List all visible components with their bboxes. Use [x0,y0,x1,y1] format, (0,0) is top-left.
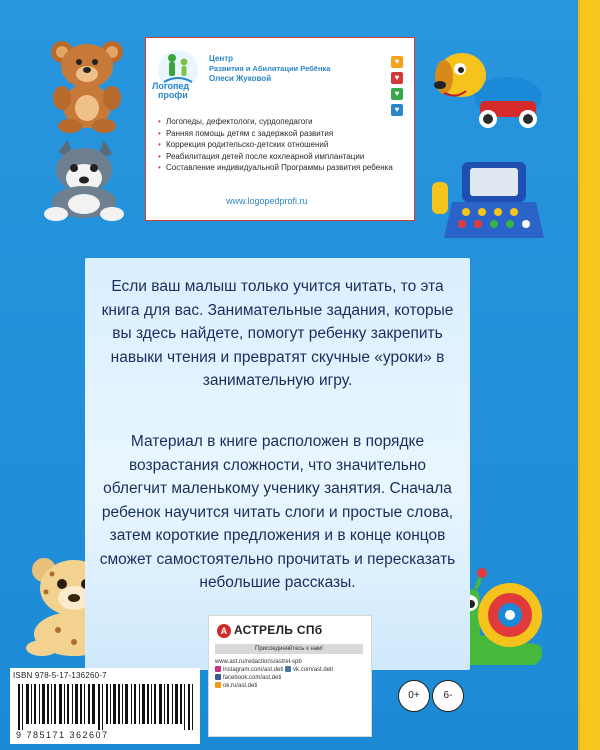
heart-square-icon: ♥ [391,104,403,116]
center-title-main: Центр [209,54,234,63]
center-info-box [145,37,415,221]
book-spine [578,0,600,750]
husky-toy-icon [38,140,130,222]
publisher-links [215,658,333,690]
facebook-link[interactable]: facebook.com/ast.deti [223,675,282,681]
service-item: • Ранняя помощь детям с задержкой развития [158,128,410,140]
description-paragraph-2: Материал в книге расположен в порядке возрастания сложности, что значительно облегчит маленькому ученику занятия. Сначала ребенок научится читать слоги и простые слова, затем короткие предложения и в конце концов сможет самостоятельно прочитать и пересказать небольшие рассказы. [99,433,456,591]
toy-dog-on-wheels-icon [430,45,550,130]
publisher-name: АСТРЕЛЬ СПб [234,623,323,637]
publisher-logo [217,623,322,638]
heart-square-icon: ♥ [391,56,403,68]
heart-square-icon: ♥ [391,72,403,84]
barcode-icon [18,684,194,730]
center-title [209,54,330,84]
teddy-bear-icon [48,38,126,133]
services-list [158,116,410,174]
service-item: • Логопеды, дефектологи, сурдопедагоги [158,116,410,128]
service-item: • Составление индивидуальной Программы развития ребенка [158,162,410,174]
center-name: Олеси Жуковой [209,74,272,83]
age-rating-0-plus: 0+ [398,680,430,712]
logo-line-1: Логопед [152,81,190,91]
join-us-label: Присоединяйтесь к нам! [215,644,363,654]
toy-computer-icon [432,158,550,246]
service-item: • Коррекция родительско-детских отношений [158,139,410,151]
description-paragraph-1: Если ваш малыш только учится читать, то эта книга для вас. Занимательные задания, которые вы здесь найдете, помогут ребенку закрепить навыки чтения и превратят скучные «уроки» в занимательную игру. [101,278,454,389]
ok-link[interactable]: ok.ru/ast.deti [223,683,258,689]
instagram-icon [215,666,221,672]
barcode-number: 9 785171 362607 [16,730,109,740]
logo-text [152,82,189,100]
website-link[interactable]: www.logopedprofi.ru [226,196,308,206]
center-subtitle: Развития и Абилитации Ребёнка [209,64,331,73]
vk-icon [285,666,291,672]
publisher-block [208,615,372,737]
heart-square-icon: ♥ [391,88,403,100]
colored-heart-squares [391,56,405,120]
odnoklassniki-icon [215,682,221,688]
facebook-icon [215,674,221,680]
service-item: • Реабилитация детей после кохлеарной имплантации [158,151,410,163]
astrel-logo-icon: A [217,624,231,638]
instagram-link[interactable]: instagram.com/ast.deti [223,667,284,673]
isbn-label: ISBN 978-5-17-136260-7 [13,671,107,680]
vk-link[interactable]: vk.com/ast.deti [293,667,334,673]
age-rating-6: 6- [432,680,464,712]
publisher-site-link[interactable]: www.ast.ru/redactions/astrel-spb [215,659,302,665]
isbn-barcode-box [10,668,200,744]
logo-line-2: профи [158,90,188,100]
